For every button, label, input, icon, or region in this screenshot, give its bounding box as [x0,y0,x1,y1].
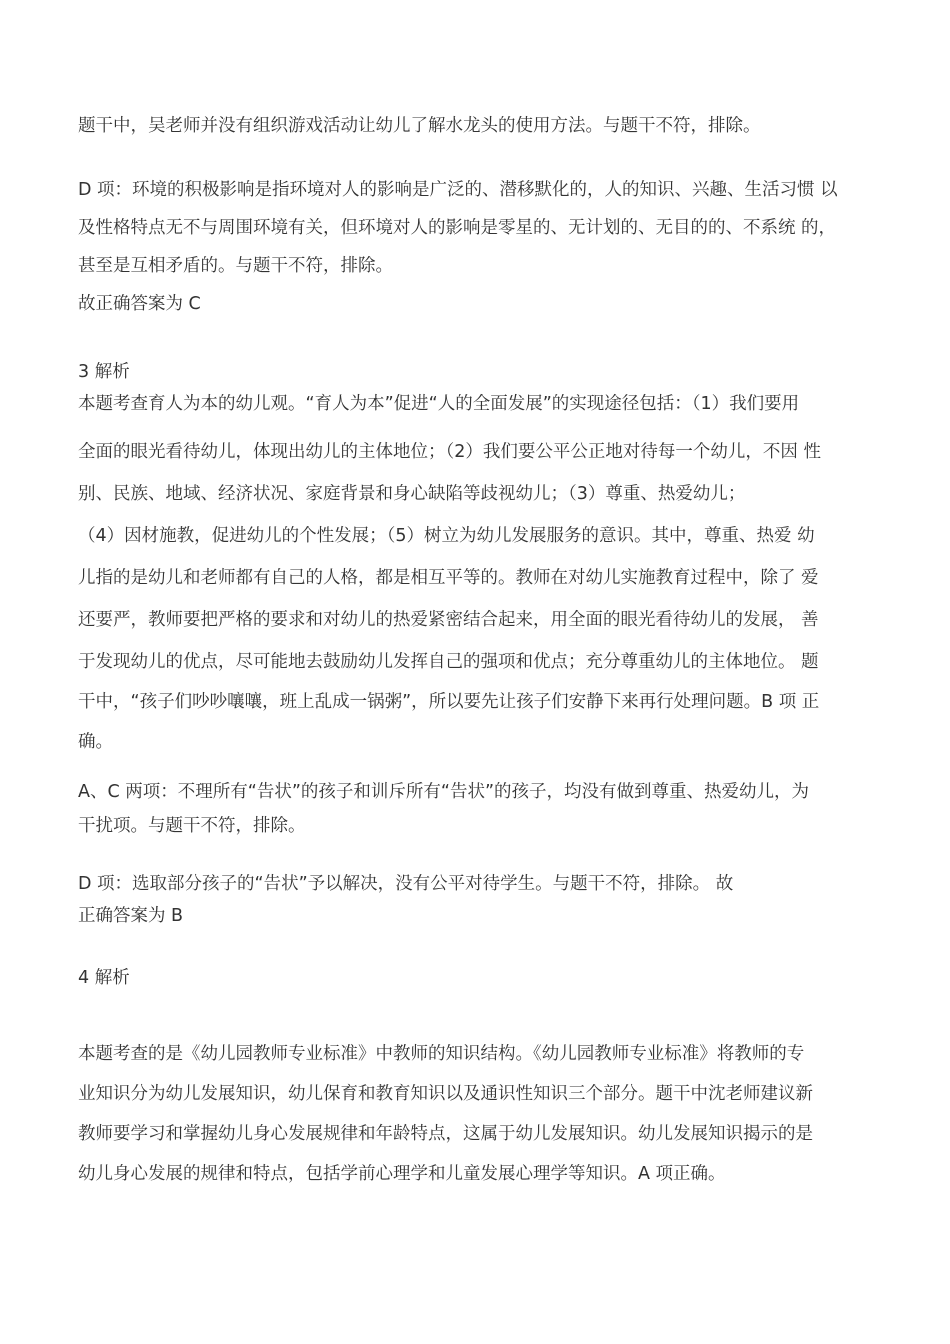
text-line: 正确答案为 B [78,906,184,926]
text-line: 本题考查的是《幼儿园教师专业标准》中教师的知识结构。《幼儿园教师专业标准》将教师的专 [78,1044,805,1064]
section-heading: 3 解析 [78,362,130,382]
text-line: 及性格特点无不与周围环境有关，但环境对人的影响是零星的、无计划的、无目的的、不系统 的， [78,218,837,238]
text-line: 全面的眼光看待幼儿，体现出幼儿的主体地位；（2）我们要公平公正地对待每一个幼儿，不因 性 [78,442,821,462]
text-line: 还要严，教师要把严格的要求和对幼儿的热爱紧密结合起来，用全面的眼光看待幼儿的发展， 善 [78,610,819,630]
text-line: 确。 [78,732,113,752]
text-line: 题干中，吴老师并没有组织游戏活动让幼儿了解水龙头的使用方法。与题干不符，排除。 [78,116,761,136]
text-line: 幼儿身心发展的规律和特点，包括学前心理学和儿童发展心理学等知识。A 项正确。 [78,1164,726,1184]
text-line: 儿指的是幼儿和老师都有自己的人格，都是相互平等的。教师在对幼儿实施教育过程中，除了 爱 [78,568,819,588]
text-line: 业知识分为幼儿发展知识，幼儿保育和教育知识以及通识性知识三个部分。题干中沈老师建议新 [78,1084,813,1104]
text-line: 本题考查育人为本的幼儿观。“育人为本”促进“人的全面发展”的实现途径包括：（1）我们要用 [78,394,800,414]
section-heading: 4 解析 [78,968,130,988]
text-line: 干扰项。与题干不符，排除。 [78,816,306,836]
text-line: D 项：环境的积极影响是指环境对人的影响是广泛的、潜移默化的，人的知识、兴趣、生活习惯 以 [78,180,838,200]
text-line: （4）因材施教，促进幼儿的个性发展；（5）树立为幼儿发展服务的意识。其中，尊重、热爱 幼 [78,526,815,546]
text-line: 教师要学习和掌握幼儿身心发展规律和年龄特点，这属于幼儿发展知识。幼儿发展知识揭示的是 [78,1124,813,1144]
text-line: 于发现幼儿的优点，尽可能地去鼓励幼儿发挥自己的强项和优点；充分尊重幼儿的主体地位。 题 [78,652,819,672]
text-line: 干中，“孩子们吵吵嚷嚷，班上乱成一锅粥”，所以要先让孩子们安静下来再行处理问题。B 项 正 [78,692,820,712]
text-line: 甚至是互相矛盾的。与题干不符，排除。 [78,256,393,276]
text-line: 别、民族、地域、经济状况、家庭背景和身心缺陷等歧视幼儿；（3）尊重、热爱幼儿； [78,484,746,504]
text-line: A、C 两项：不理所有“告状”的孩子和训斥所有“告状”的孩子，均没有做到尊重、热爱幼儿，为 [78,782,810,802]
text-line: 故正确答案为 C [78,294,201,314]
text-line: D 项：选取部分孩子的“告状”予以解决，没有公平对待学生。与题干不符，排除。 故 [78,874,734,894]
